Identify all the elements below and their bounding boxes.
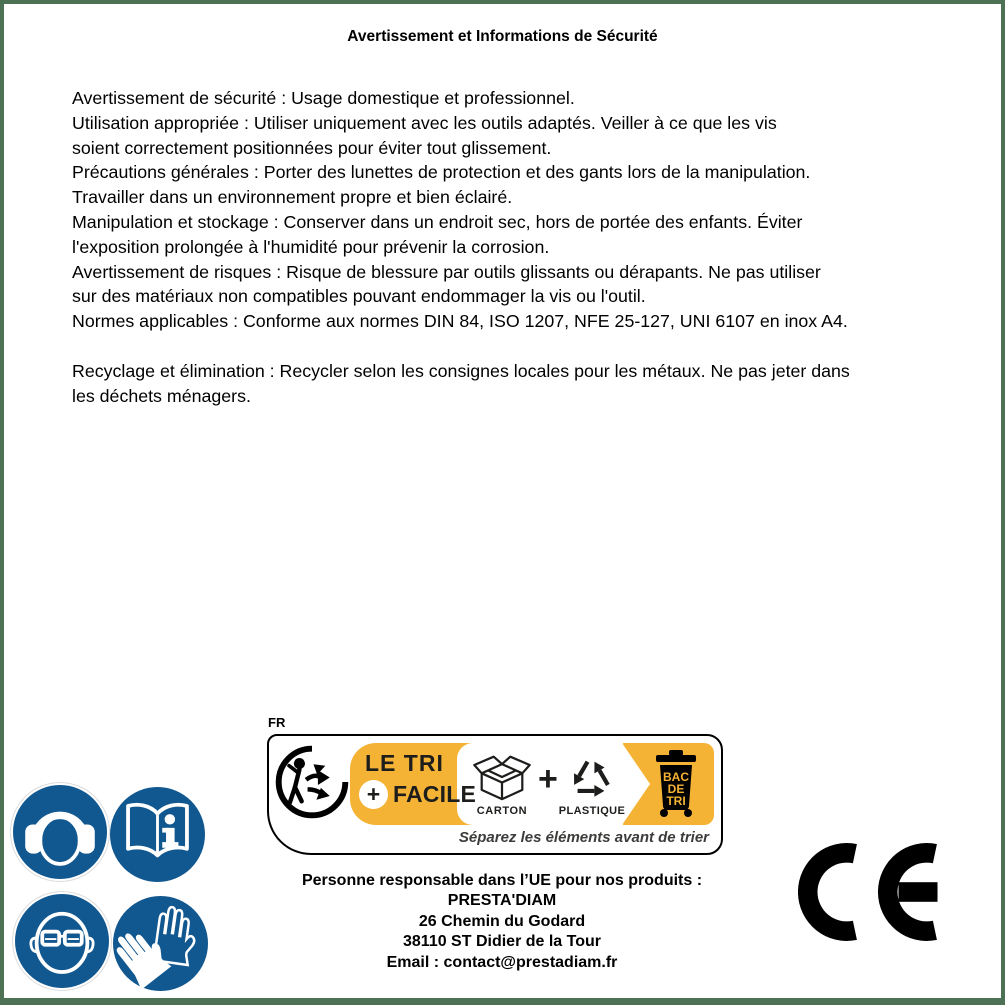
body-line-blank (72, 334, 850, 359)
body-line: soient correctement positionnées pour éviter tout glissement. (72, 137, 552, 158)
ear-protection-icon (13, 785, 107, 879)
svg-text:BAC: BAC (663, 770, 689, 784)
info-tri-banner (267, 734, 723, 855)
recycling-triangle-icon (565, 754, 617, 801)
safety-text-block (72, 86, 850, 408)
triman-recycling-icon (275, 745, 349, 819)
carton-box-icon (471, 753, 533, 801)
info-tri-headline-bottom: + FACILE (359, 780, 476, 809)
body-line: sur des matériaux non compatibles pouvant endommager la vis ou l'outil. (72, 286, 646, 307)
responsible-person-block (252, 871, 752, 973)
body-line: Utilisation appropriée : Utiliser uniquement avec les outils adaptés. Veiller à ce que les vis (72, 112, 777, 133)
eye-protection-icon (15, 894, 109, 988)
responsible-line: Personne responsable dans l’UE pour nos produits : (301, 872, 703, 889)
address-line: 26 Chemin du Godard (418, 912, 586, 930)
body-line: les déchets ménagers. (72, 385, 251, 406)
body-line: Normes applicables : Conforme aux normes DIN 84, ISO 1207, NFE 25-127, UNI 6107 en inox A4. (72, 311, 848, 332)
address-line: 38110 ST Didier de la Tour (403, 933, 601, 951)
protective-gloves-icon (113, 896, 208, 991)
body-line: Travailler dans un environnement propre et bien éclairé. (72, 187, 513, 208)
svg-text:TRI: TRI (666, 794, 686, 808)
body-line: Recyclage et élimination : Recycler selon les consignes locales pour les métaux. Ne pas jeter dans (72, 360, 850, 381)
company-name: PRESTA'DIAM (447, 892, 557, 910)
body-line: Avertissement de sécurité : Usage domestique et professionnel. (72, 88, 575, 108)
email-line: Email : contact@prestadiam.fr (386, 953, 618, 971)
country-code-label: FR (268, 715, 286, 730)
svg-text:DE: DE (667, 782, 685, 796)
read-manual-icon (110, 787, 205, 882)
body-line: Manipulation et stockage : Conserver dans un endroit sec, hors de portée des enfants. Éviter (72, 211, 803, 232)
body-line: l'exposition prolongée à l'humidité pour prévenir la corrosion. (72, 236, 550, 257)
page-title: Avertissement et Informations de Sécurité (347, 28, 658, 45)
plus-separator: + (538, 760, 558, 798)
sorting-tagline: Séparez les éléments avant de trier (458, 829, 709, 846)
plus-circle-icon: + (359, 780, 388, 809)
body-line: Avertissement de risques : Risque de blessure par outils glissants ou dérapants. Ne pas utiliser (72, 261, 821, 282)
info-tri-headline-top: LE TRI (365, 750, 444, 776)
carton-label: CARTON (476, 805, 528, 817)
body-line: Précautions générales : Porter des lunettes de protection et des gants lors de la manipulation. (72, 162, 811, 183)
ce-mark-icon (798, 843, 938, 941)
sorting-bin-icon (651, 748, 701, 818)
plastique-label: PLASTIQUE (558, 805, 626, 817)
